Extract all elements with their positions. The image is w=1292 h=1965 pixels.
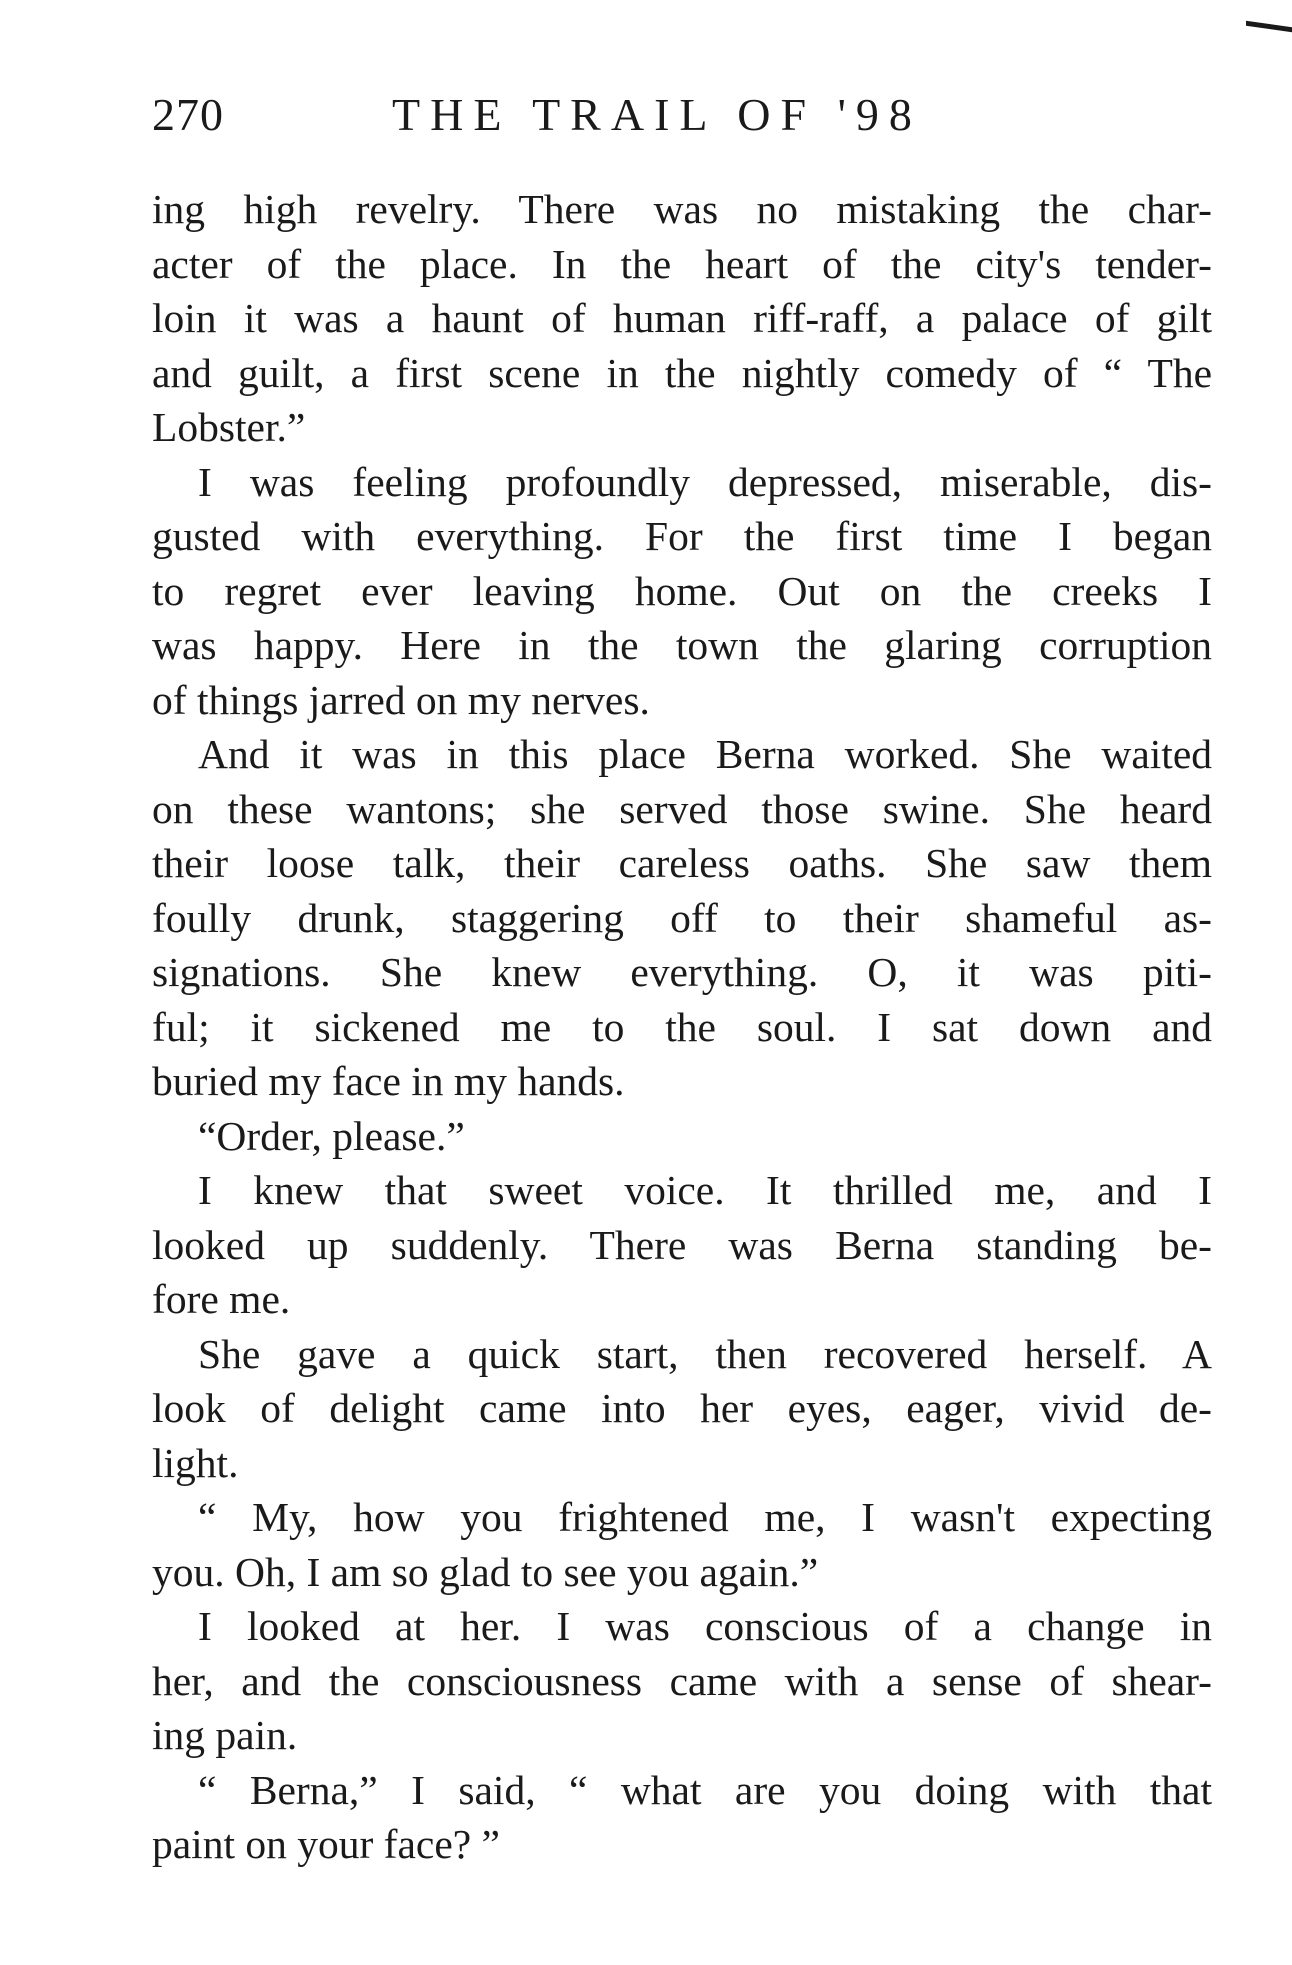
text-line: paint on your face? ”	[152, 1821, 500, 1867]
running-header	[152, 88, 1212, 148]
text-line: I looked at her. I was conscious of a change in	[198, 1603, 1212, 1649]
edge-mark	[1246, 21, 1292, 32]
text-line: loin it was a haunt of human riff-raff, a palace of gilt	[152, 295, 1212, 341]
text-line: to regret ever leaving home. Out on the creeks I	[152, 567, 1212, 614]
text-line: foully drunk, staggering off to their shameful as-	[152, 894, 1212, 941]
text-line: “Order, please.”	[198, 1112, 465, 1159]
body-text	[152, 182, 1212, 1872]
text-line: acter of the place. In the heart of the city's tender-	[152, 240, 1212, 287]
text-line: ing pain.	[152, 1712, 298, 1758]
text-line: Lobster.”	[152, 404, 306, 450]
text-line: “ Berna,” I said, “ what are you doing with that	[198, 1766, 1212, 1813]
text-line: of things jarred on my nerves.	[152, 676, 650, 723]
text-line: fore me.	[152, 1276, 291, 1322]
text-line: light.	[152, 1439, 239, 1486]
running-title: THE TRAIL OF '98	[392, 89, 922, 140]
text-line: signations. She knew everything. O, it was piti-	[152, 949, 1212, 995]
text-line: She gave a quick start, then recovered herself. A	[198, 1330, 1212, 1377]
text-line: their loose talk, their careless oaths. She saw them	[152, 840, 1212, 886]
text-line: her, and the consciousness came with a sense of shear-	[152, 1657, 1212, 1704]
text-line: looked up suddenly. There was Berna standing be-	[152, 1221, 1212, 1268]
text-line: you. Oh, I am so glad to see you again.”	[152, 1548, 819, 1595]
text-line: ing high revelry. There was no mistaking the char-	[152, 186, 1212, 232]
text-line: buried my face in my hands.	[152, 1058, 625, 1104]
text-line: And it was in this place Berna worked. She waited	[198, 731, 1212, 777]
page-number: 270	[152, 89, 224, 140]
text-line: “ My, how you frightened me, I wasn't expecting	[198, 1494, 1212, 1540]
text-line: and guilt, a first scene in the nightly comedy of “ The	[152, 349, 1212, 396]
text-line: ful; it sickened me to the soul. I sat down and	[152, 1003, 1212, 1050]
text-line: was happy. Here in the town the glaring corruption	[152, 622, 1212, 668]
text-line: I knew that sweet voice. It thrilled me, and I	[198, 1167, 1212, 1213]
text-line: gusted with everything. For the first time I began	[152, 513, 1212, 559]
text-line: look of delight came into her eyes, eager, vivid de-	[152, 1385, 1212, 1431]
text-line: I was feeling profoundly depressed, miserable, dis-	[198, 458, 1212, 505]
text-line: on these wantons; she served those swine. She heard	[152, 785, 1212, 832]
